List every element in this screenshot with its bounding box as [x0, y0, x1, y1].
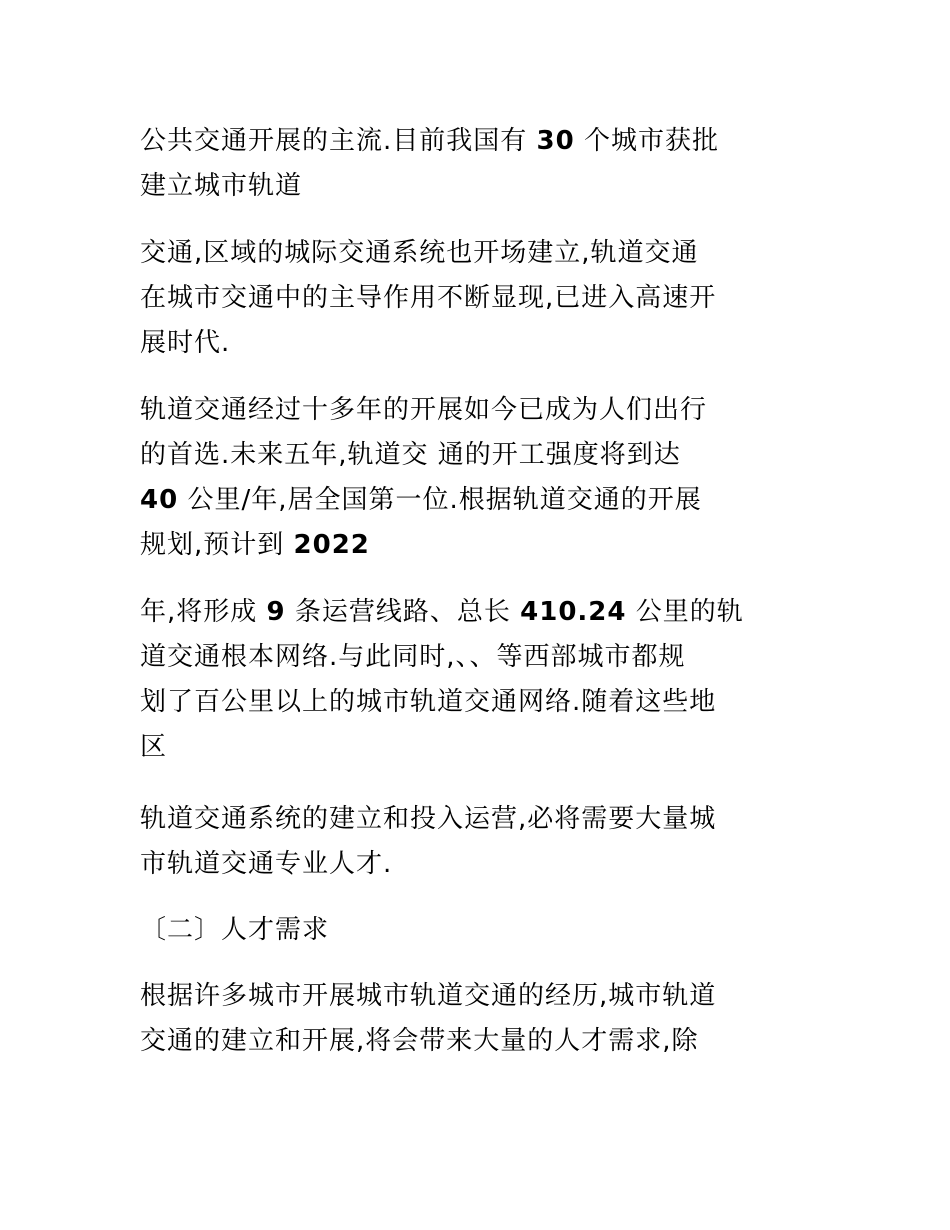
text-line: 轨道交通经过十多年的开展如今已成为人们出行	[140, 395, 708, 425]
paragraph-5	[140, 797, 820, 887]
text-line: 规划,预计到 2022	[140, 530, 370, 560]
text-line: 道交通根本网络.与此同时,、、等西部城市都规	[140, 642, 686, 672]
paragraph-1	[140, 119, 820, 209]
paragraph-3	[140, 388, 820, 568]
text-line: 40 公里/年,居全国第一位.根据轨道交通的开展	[140, 485, 702, 515]
section-heading	[140, 908, 820, 953]
text-line: 交通的建立和开展,将会带来大量的人才需求,除	[140, 1026, 699, 1056]
text-line: 建立城市轨道	[140, 171, 303, 201]
text-line: 在城市交通中的主导作用不断显现,已进入高速开	[140, 283, 717, 313]
text-line: 公共交通开展的主流.目前我国有 30 个城市获批	[140, 126, 719, 156]
text-line: 区	[140, 732, 168, 762]
text-line: 年,将形成 9 条运营线路、总长 410.24 公里的轨	[140, 597, 744, 627]
text-line: 轨道交通系统的建立和投入运营,必将需要大量城	[140, 804, 717, 834]
text-line: 市轨道交通专业人才.	[140, 849, 393, 879]
paragraph-2	[140, 231, 820, 366]
heading-line: 〔二〕人才需求	[140, 915, 330, 945]
text-line: 交通,区域的城际交通系统也开场建立,轨道交通	[140, 238, 699, 268]
text-line: 根据许多城市开展城市轨道交通的经历,城市轨道	[140, 981, 717, 1011]
paragraph-6	[140, 974, 820, 1064]
text-line: 展时代.	[140, 328, 231, 358]
text-line: 划了百公里以上的城市轨道交通网络.随着这些地	[140, 687, 717, 717]
text-line: 的首选.未来五年,轨道交 通的开工强度将到达	[140, 440, 681, 470]
paragraph-4	[140, 590, 820, 770]
